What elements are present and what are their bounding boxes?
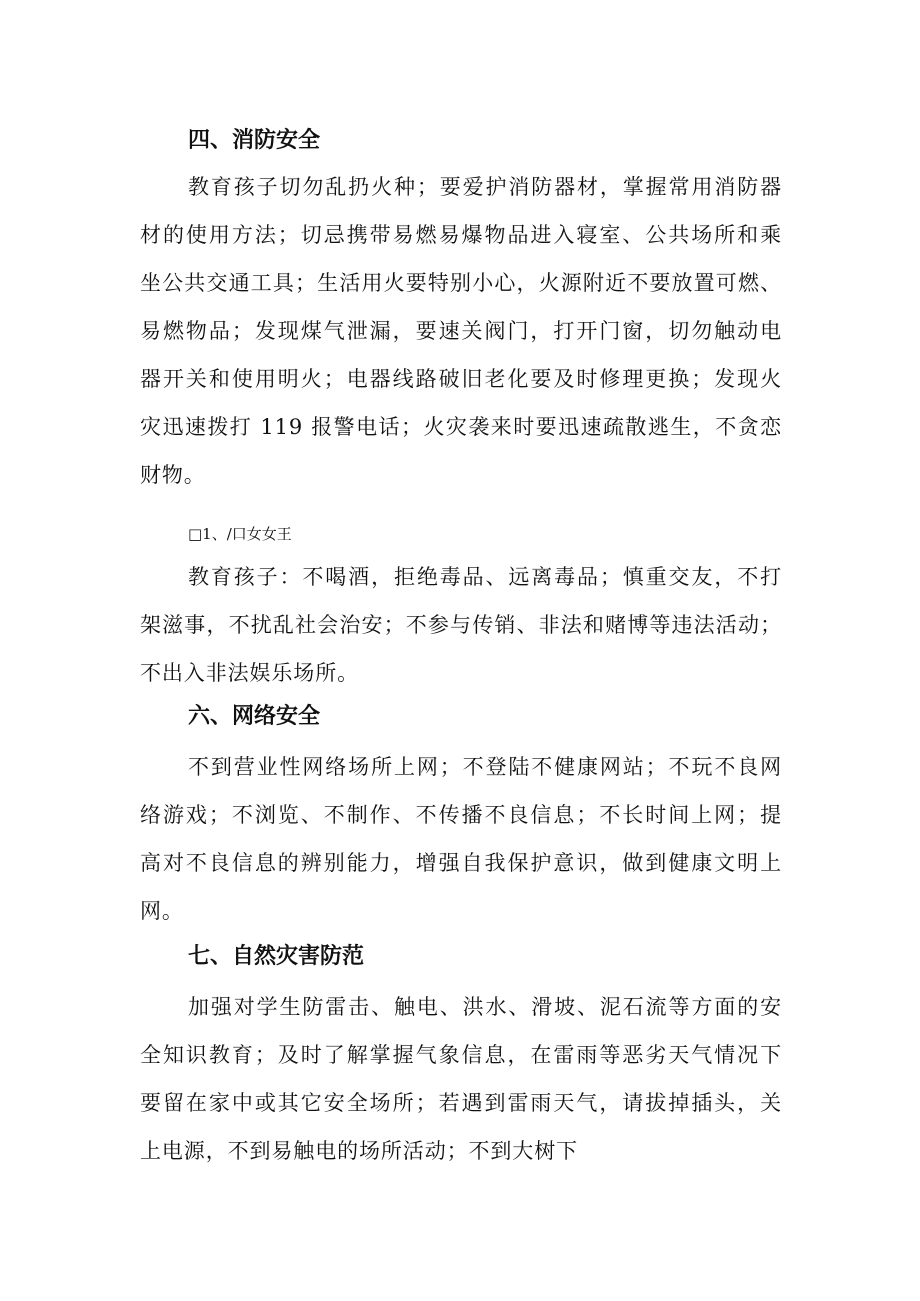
paragraph-network-safety	[140, 743, 782, 935]
paragraph-line: 上电源，不到易触电的场所活动；不到大树下	[140, 1139, 578, 1163]
paragraph-line: 财物。	[140, 463, 206, 487]
section-heading-natural-disaster: 七、自然灾害防范	[188, 944, 365, 969]
section-heading-network-safety: 六、网络安全	[188, 704, 321, 729]
paragraph-natural-disaster	[140, 983, 782, 1175]
paragraph-line: 架滋事，不扰乱社会治安；不参与传销、非法和赌博等违法活动；	[140, 613, 782, 637]
section-heading-fire-safety: 四、消防安全	[188, 128, 321, 153]
paragraph-safety-conduct	[140, 553, 782, 697]
paragraph-line: 加强对学生防雷击、触电、洪水、滑坡、泥石流等方面的安	[188, 995, 782, 1019]
paragraph-line: 高对不良信息的辨别能力，增强自我保护意识，做到健康文明上	[140, 851, 782, 875]
paragraph-line: 易燃物品；发现煤气泄漏，要速关阀门，打开门窗，切勿触动电	[140, 319, 782, 343]
paragraph-line: 不到营业性网络场所上网；不登陆不健康网站；不玩不良网	[188, 755, 782, 779]
paragraph-line: 材的使用方法；切忌携带易燃易爆物品进入寝室、公共场所和乘	[140, 223, 782, 247]
paragraph-line: 教育孩子：不喝酒，拒绝毒品、远离毒品；慎重交友，不打	[188, 565, 782, 589]
paragraph-line: 坐公共交通工具；生活用火要特别小心，火源附近不要放置可燃、	[140, 271, 782, 295]
paragraph-fire-safety	[140, 163, 782, 499]
paragraph-line: 络游戏；不浏览、不制作、不传播不良信息；不长时间上网；提	[140, 803, 782, 827]
section-heading-garbled: □1、/口女女王	[188, 525, 292, 543]
paragraph-line: 器开关和使用明火；电器线路破旧老化要及时修理更换；发现火	[140, 367, 782, 391]
paragraph-line: 网。	[140, 899, 184, 923]
paragraph-line: 灾迅速拨打 119 报警电话；火灾袭来时要迅速疏散逃生，不贪恋	[140, 415, 782, 439]
paragraph-line: 要留在家中或其它安全场所；若遇到雷雨天气，请拔掉插头，关	[140, 1091, 782, 1115]
paragraph-line: 教育孩子切勿乱扔火种；要爱护消防器材，掌握常用消防器	[188, 175, 782, 199]
paragraph-line: 全知识教育；及时了解掌握气象信息，在雷雨等恶劣天气情况下	[140, 1043, 782, 1067]
paragraph-line: 不出入非法娱乐场所。	[140, 661, 359, 685]
